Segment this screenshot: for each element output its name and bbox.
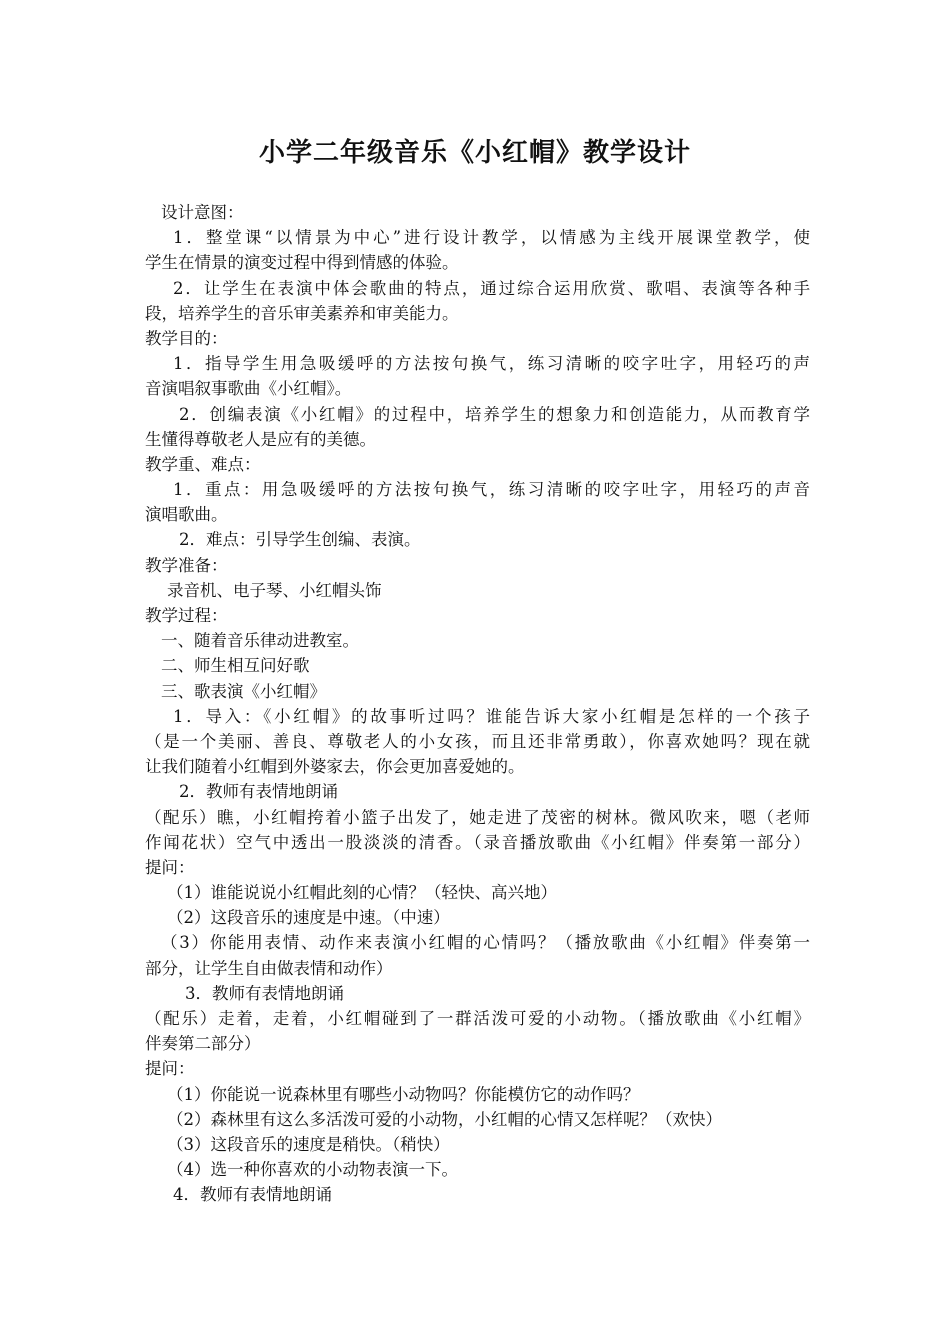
text-line: 伴奏第二部分） <box>145 1034 261 1054</box>
text-line: 1．整堂课“以情景为中心”进行设计教学，以情感为主线开展课堂教学，使 <box>173 228 810 248</box>
text-line: 2．让学生在表演中体会歌曲的特点，通过综合运用欣赏、歌唱、表演等各种手 <box>173 278 810 298</box>
text-line: 段，培养学生的音乐审美素养和审美能力。 <box>145 303 459 323</box>
text-line: 提问： <box>145 1059 195 1079</box>
text-line: （3）这段音乐的速度是稍快。（稍快） <box>167 1134 450 1154</box>
text-line: 1．指导学生用急吸缓呼的方法按句换气，练习清晰的咬字吐字，用轻巧的声 <box>173 354 810 374</box>
text-line: （配乐）瞧，小红帽挎着小篮子出发了，她走进了茂密的树林。微风吹来，嗯（老师 <box>145 807 810 827</box>
text-line: （配乐）走着，走着，小红帽碰到了一群活泼可爱的小动物。（播放歌曲《小红帽》 <box>145 1009 810 1028</box>
text-line: 设计意图： <box>161 203 244 222</box>
text-line: 作闻花状）空气中透出一股淡淡的清香。（录音播放歌曲《小红帽》伴奏第一部分） <box>145 832 810 852</box>
text-line: 提问： <box>145 857 195 877</box>
text-line: 2．难点：引导学生创编、表演。 <box>179 530 421 550</box>
text-line: 教学准备： <box>145 555 228 575</box>
text-line: 演唱歌曲。 <box>145 505 228 525</box>
text-line: （1）谁能说说小红帽此刻的心情？（轻快、高兴地） <box>167 883 557 903</box>
text-line: （3）你能用表情、动作来表演小红帽的心情吗？（播放歌曲《小红帽》伴奏第一 <box>161 933 810 953</box>
text-line: （2）这段音乐的速度是中速。（中速） <box>167 908 450 928</box>
text-line: 学生在情景的演变过程中得到情感的体验。 <box>145 253 459 273</box>
text-line: 2．创编表演《小红帽》的过程中，培养学生的想象力和创造能力，从而教育学 <box>179 404 810 424</box>
text-line: 1．重点：用急吸缓呼的方法按句换气，练习清晰的咬字吐字，用轻巧的声音 <box>173 480 810 500</box>
text-line: （是一个美丽、善良、尊敬老人的小女孩，而且还非常勇敢），你喜欢她吗？现在就 <box>145 731 810 751</box>
text-line: 教学过程： <box>145 606 228 625</box>
text-line: 二、师生相互问好歌 <box>161 656 310 676</box>
text-line: 2．教师有表情地朗诵 <box>179 782 338 802</box>
text-line: 录音机、电子琴、小红帽头饰 <box>167 580 382 600</box>
text-line: 教学目的： <box>145 328 228 348</box>
text-line: 三、歌表演《小红帽》 <box>161 681 326 701</box>
text-line: 教学重、难点： <box>145 454 261 474</box>
document-body <box>145 200 810 1208</box>
text-line: （4）选一种你喜欢的小动物表演一下。 <box>167 1160 458 1180</box>
text-line: 1．导入：《小红帽》的故事听过吗？谁能告诉大家小红帽是怎样的一个孩子 <box>173 706 810 726</box>
text-line: 生懂得尊敬老人是应有的美德。 <box>145 429 376 449</box>
text-line: 让我们随着小红帽到外婆家去，你会更加喜爱她的。 <box>145 757 525 777</box>
text-line: 一、随着音乐律动进教室。 <box>161 631 359 651</box>
text-line: 3．教师有表情地朗诵 <box>185 983 344 1003</box>
text-line: 部分，让学生自由做表情和动作） <box>145 958 393 978</box>
text-line: 4．教师有表情地朗诵 <box>173 1185 332 1205</box>
document-title: 小学二年级音乐《小红帽》教学设计 <box>258 138 691 168</box>
text-line: （2）森林里有这么多活泼可爱的小动物，小红帽的心情又怎样呢？（欢快） <box>167 1109 722 1129</box>
text-line: （1）你能说一说森林里有哪些小动物吗？你能模仿它的动作吗？ <box>167 1084 640 1104</box>
text-line: 音演唱叙事歌曲《小红帽》。 <box>145 379 352 399</box>
